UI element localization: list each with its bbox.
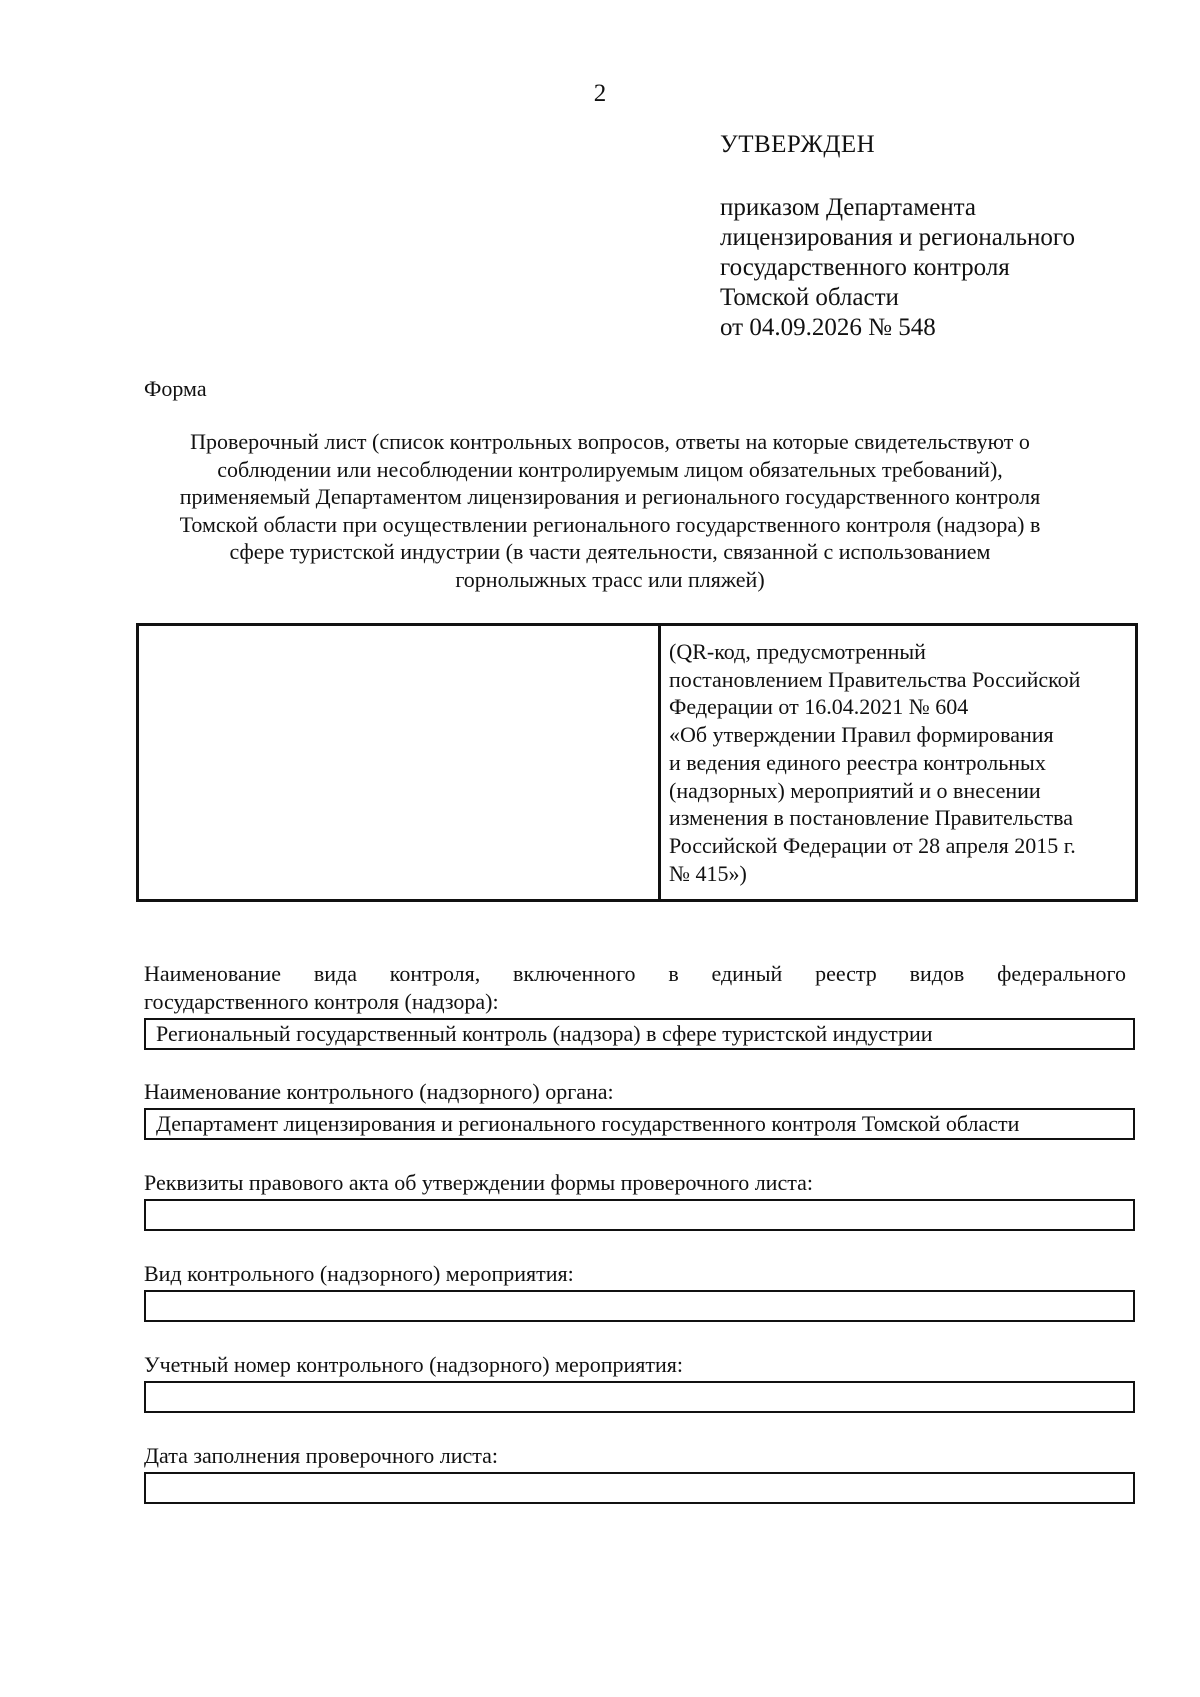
- title-line: Томской области при осуществлении регионального государственного контроля (надзора) в: [179, 511, 1041, 537]
- control-type-field[interactable]: Региональный государственный контроль (надзора) в сфере туристской индустрии: [144, 1018, 1135, 1050]
- event-type-field[interactable]: [144, 1290, 1135, 1322]
- approval-date-line: от 04.09.2026 № 548: [720, 314, 936, 341]
- fill-date-field[interactable]: [144, 1472, 1135, 1504]
- qr-code-note: [669, 638, 1129, 887]
- approval-line: государственного контроля: [720, 254, 1010, 281]
- qr-note-line: (надзорных) мероприятий и о внесении: [669, 777, 1041, 803]
- qr-note-line: и ведения единого реестра контрольных: [669, 749, 1046, 775]
- title-line: сфере туристской индустрии (в части деятельности, связанной с использованием: [229, 539, 991, 564]
- qr-note-line: постановлением Правительства Российской: [669, 666, 1081, 692]
- qr-note-line: Федерации от 16.04.2021 № 604: [669, 694, 969, 720]
- registration-number-label: Учетный номер контрольного (надзорного) мероприятия:: [144, 1352, 684, 1377]
- title-line: применяемый Департаментом лицензирования и регионального государственного контроля: [179, 484, 1041, 509]
- legal-act-field[interactable]: [144, 1199, 1135, 1231]
- title-line: горнолыжных трасс или пляжей): [455, 566, 765, 592]
- authority-name-field[interactable]: Департамент лицензирования и регионального государственного контроля Томской области: [144, 1108, 1135, 1140]
- title-line: соблюдении или несоблюдении контролируемым лицом обязательных требований),: [217, 456, 1003, 482]
- approval-line: приказом Департамента: [720, 194, 976, 221]
- page-number: 2: [593, 80, 607, 107]
- approval-heading: УТВЕРЖДЕН: [720, 131, 876, 158]
- approval-line: лицензирования и регионального: [720, 224, 1075, 251]
- qr-code-table: [136, 623, 1138, 902]
- form-label: Форма: [144, 376, 207, 401]
- title-line: Проверочный лист (список контрольных вопросов, ответы на которые свидетельствуют о: [190, 429, 1030, 454]
- authority-name-label: Наименование контрольного (надзорного) органа:: [144, 1079, 614, 1104]
- qr-note-line: № 415»): [669, 860, 747, 886]
- qr-note-line: «Об утверждении Правил формирования: [669, 722, 1054, 748]
- document-title: [130, 428, 1090, 593]
- registration-number-field[interactable]: [144, 1381, 1135, 1413]
- approval-block: [720, 193, 1075, 343]
- qr-note-line: Российской Федерации от 28 апреля 2015 г.: [669, 832, 1076, 858]
- fill-date-label: Дата заполнения проверочного листа:: [144, 1443, 498, 1468]
- control-type-label: Наименование вида контроля, включенного в единый реестр видов федерального: [144, 961, 1126, 986]
- qr-code-placeholder-cell: [139, 626, 661, 899]
- control-type-label-continued: государственного контроля (надзора):: [144, 989, 499, 1014]
- legal-act-label: Реквизиты правового акта об утверждении формы проверочного листа:: [144, 1170, 813, 1195]
- qr-note-line: (QR-код, предусмотренный: [669, 639, 926, 664]
- event-type-label: Вид контрольного (надзорного) мероприятия:: [144, 1261, 574, 1286]
- approval-line: Томской области: [720, 284, 899, 311]
- qr-note-line: изменения в постановление Правительства: [669, 805, 1074, 831]
